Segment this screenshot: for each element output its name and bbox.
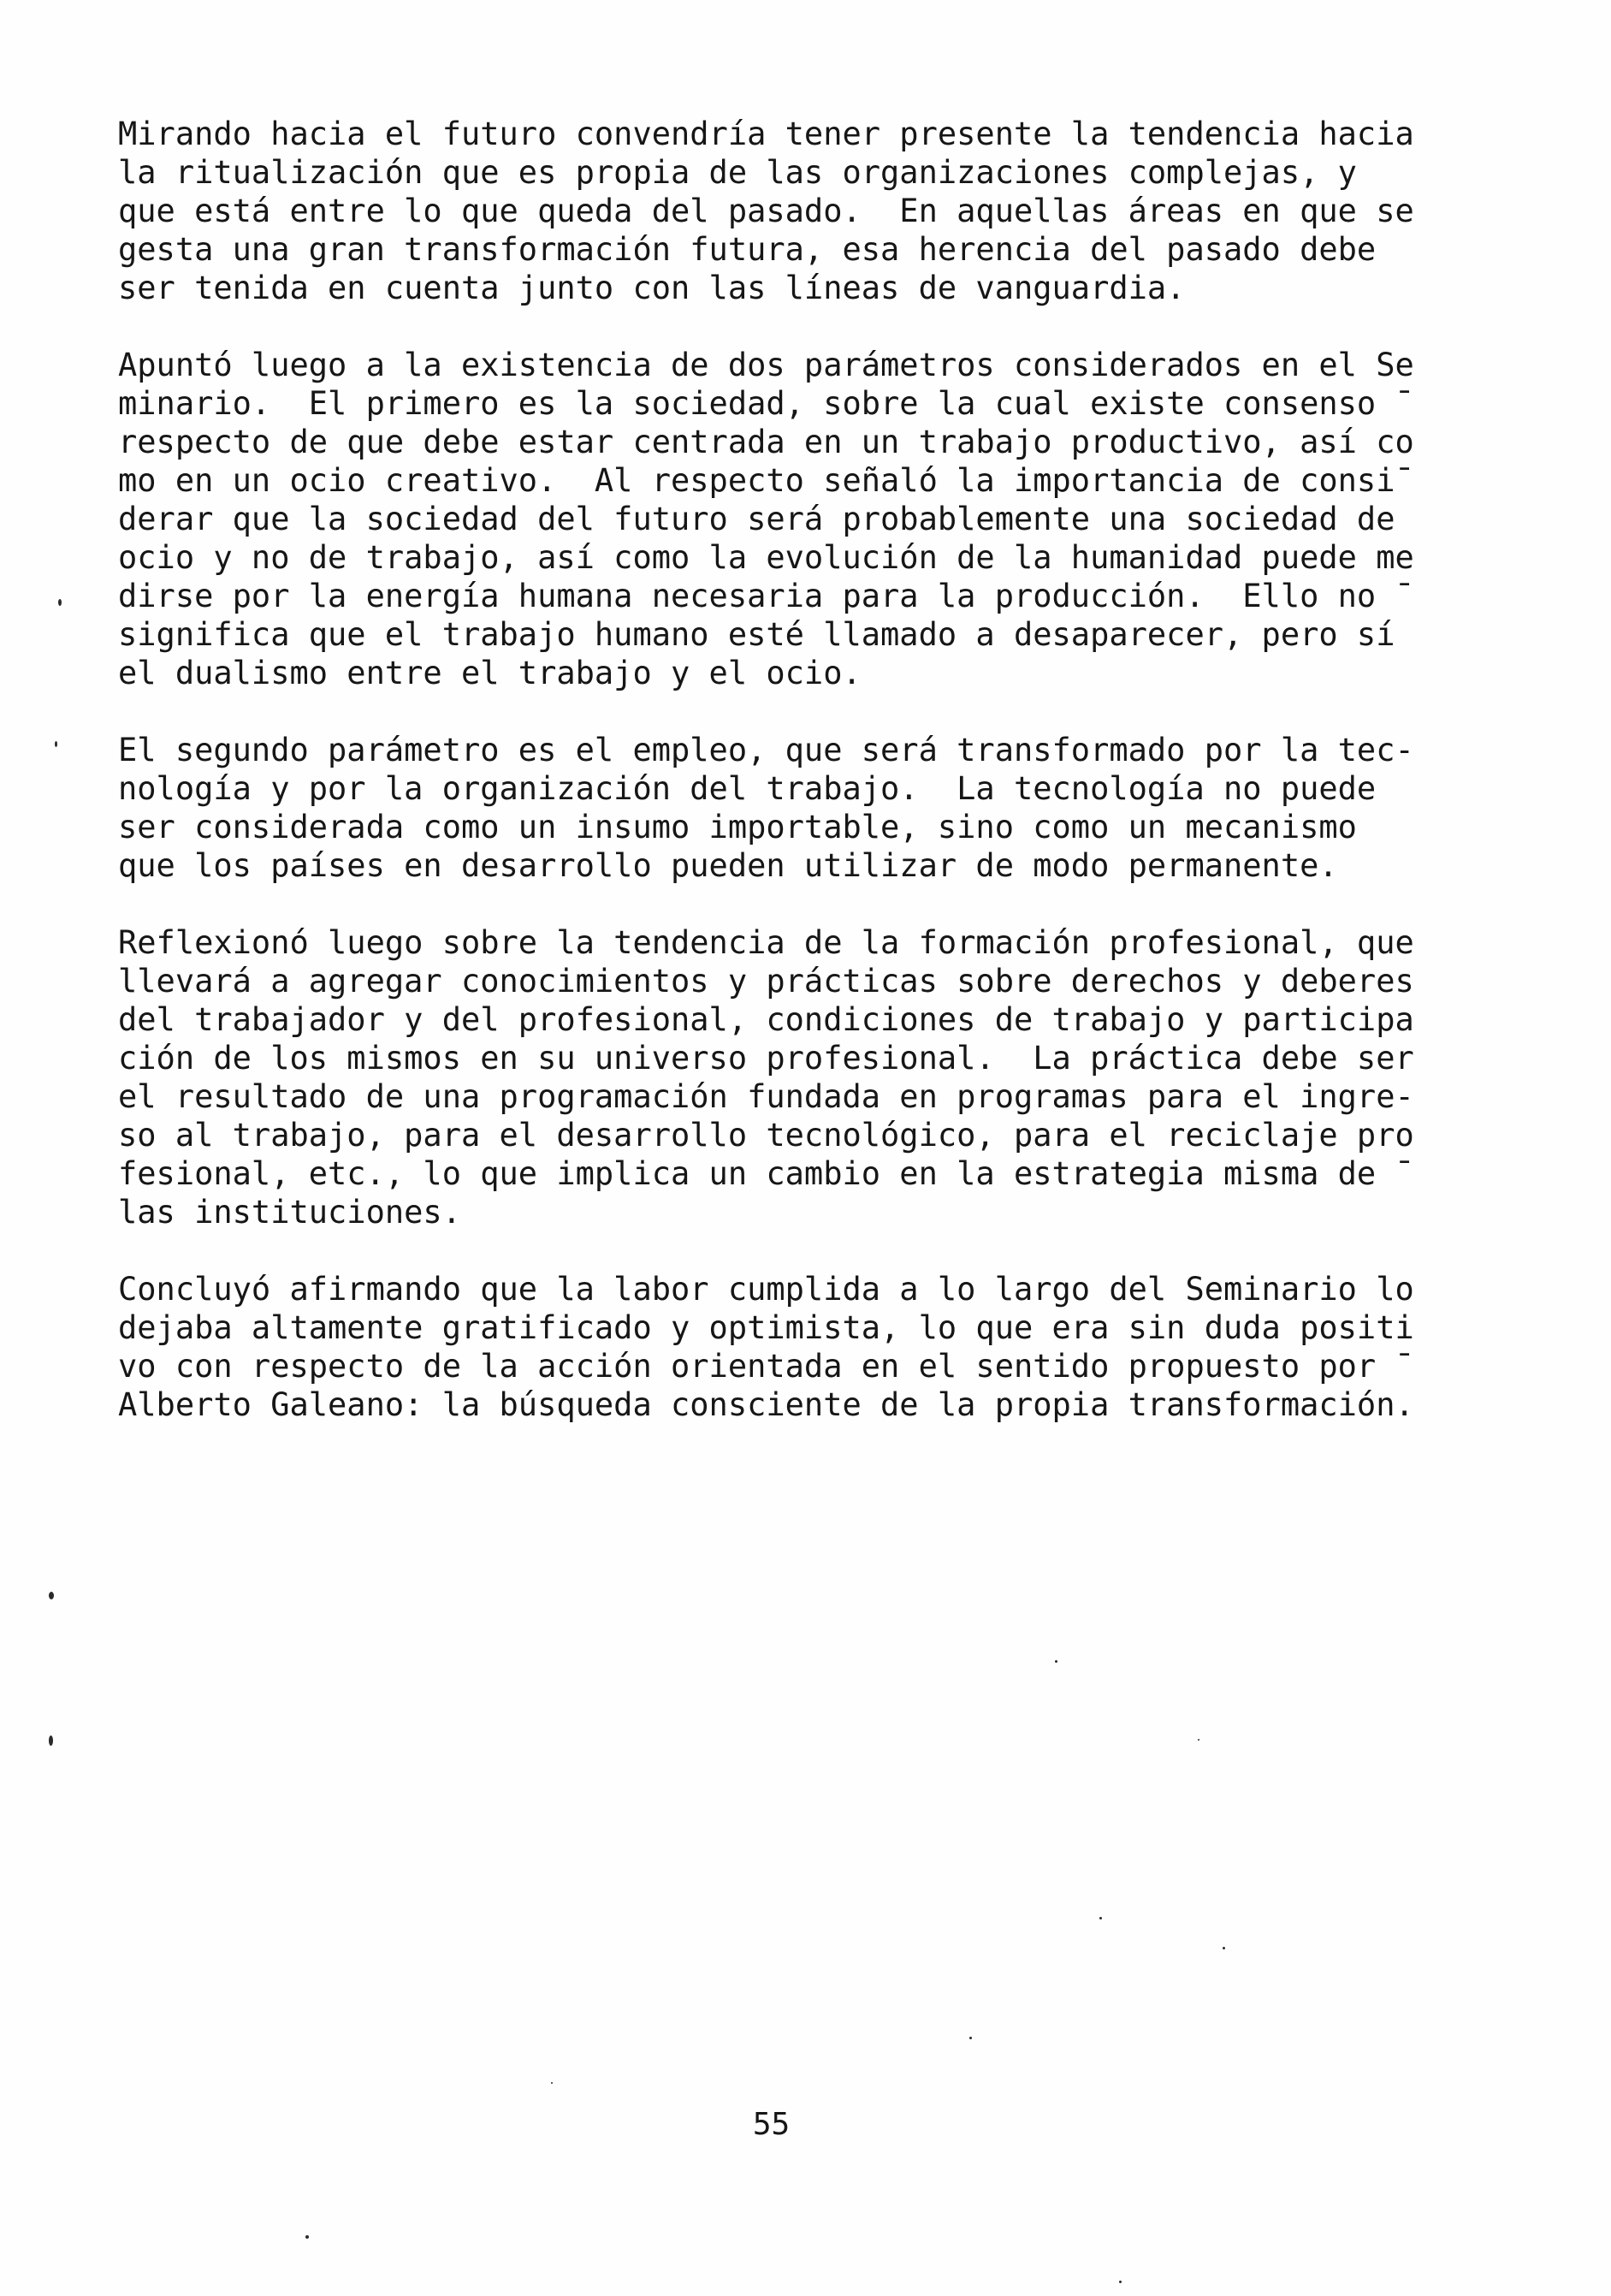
text-line: Reflexionó luego sobre la tendencia de la formación profesional, que — [118, 924, 1414, 961]
text-line: que está entre lo que queda del pasado. En aquellas áreas en que se — [118, 193, 1414, 229]
text-line: so al trabajo, para el desarrollo tecnológico, para el reciclaje pro — [118, 1117, 1414, 1154]
scan-speck — [1055, 1660, 1057, 1663]
scan-speck — [969, 2037, 972, 2039]
text-line: el dualismo entre el trabajo y el ocio. — [118, 655, 862, 691]
paragraph-1 — [118, 115, 1453, 307]
paragraph-5 — [118, 1270, 1453, 1424]
text-line: ser considerada como un insumo importable, sino como un mecanismo — [118, 809, 1357, 845]
text-line: vo con respecto de la acción orientada en el sentido propuesto por ¯ — [118, 1348, 1414, 1385]
page-number: 55 — [752, 2107, 791, 2142]
scan-speck — [1099, 1917, 1102, 1919]
text-line: que los países en desarrollo pueden utilizar de modo permanente. — [118, 847, 1338, 884]
text-line: fesional, etc., lo que implica un cambio en la estrategia misma de ¯ — [118, 1155, 1414, 1192]
text-line: mo en un ocio creativo. Al respecto señaló la importancia de consi¯ — [118, 462, 1414, 499]
body-text — [118, 115, 1453, 1462]
scan-speck — [551, 2082, 553, 2084]
text-line: Alberto Galeano: la búsqueda consciente de la propia transformación. — [118, 1386, 1414, 1423]
text-line: las instituciones. — [118, 1194, 461, 1231]
scan-speck — [1119, 2281, 1122, 2283]
text-line: el resultado de una programación fundada en programas para el ingre- — [118, 1078, 1414, 1115]
text-line: llevará a agregar conocimientos y prácticas sobre derechos y deberes — [118, 963, 1414, 1000]
scan-speck — [55, 741, 57, 747]
text-line: dirse por la energía humana necesaria para la producción. Ello no ¯ — [118, 578, 1414, 614]
text-line: significa que el trabajo humano esté llamado a desaparecer, pero sí — [118, 616, 1395, 653]
scan-speck — [1198, 1739, 1199, 1741]
text-line: El segundo parámetro es el empleo, que será transformado por la tec- — [118, 732, 1414, 768]
text-line: nología y por la organización del trabajo. La tecnología no puede — [118, 770, 1377, 807]
text-line: ción de los mismos en su universo profesional. La práctica debe ser — [118, 1040, 1414, 1077]
scan-speck — [305, 2235, 309, 2239]
scan-speck — [1223, 1947, 1225, 1949]
text-line: derar que la sociedad del futuro será probablemente una sociedad de — [118, 501, 1395, 537]
paragraph-2 — [118, 346, 1453, 692]
text-line: minario. El primero es la sociedad, sobre la cual existe consenso ¯ — [118, 385, 1414, 422]
text-line: respecto de que debe estar centrada en un trabajo productivo, así co — [118, 424, 1414, 460]
text-line: ocio y no de trabajo, así como la evolución de la humanidad puede me — [118, 539, 1414, 576]
text-line: Mirando hacia el futuro convendría tener presente la tendencia hacia — [118, 116, 1414, 152]
text-line: Apuntó luego a la existencia de dos parámetros considerados en el Se — [118, 347, 1414, 383]
text-line: gesta una gran transformación futura, esa herencia del pasado debe — [118, 231, 1377, 268]
text-line: ser tenida en cuenta junto con las líneas de vanguardia. — [118, 270, 1186, 306]
text-line: del trabajador y del profesional, condiciones de trabajo y participa — [118, 1001, 1414, 1038]
scan-speck — [58, 599, 62, 606]
text-line: la ritualización que es propia de las organizaciones complejas, y — [118, 154, 1357, 191]
text-line: Concluyó afirmando que la labor cumplida a lo largo del Seminario lo — [118, 1271, 1414, 1308]
scan-speck — [49, 1735, 53, 1746]
scan-speck — [49, 1592, 54, 1599]
paragraph-3 — [118, 731, 1453, 885]
text-line: dejaba altamente gratificado y optimista, lo que era sin duda positi — [118, 1309, 1414, 1346]
paragraph-4 — [118, 923, 1453, 1231]
